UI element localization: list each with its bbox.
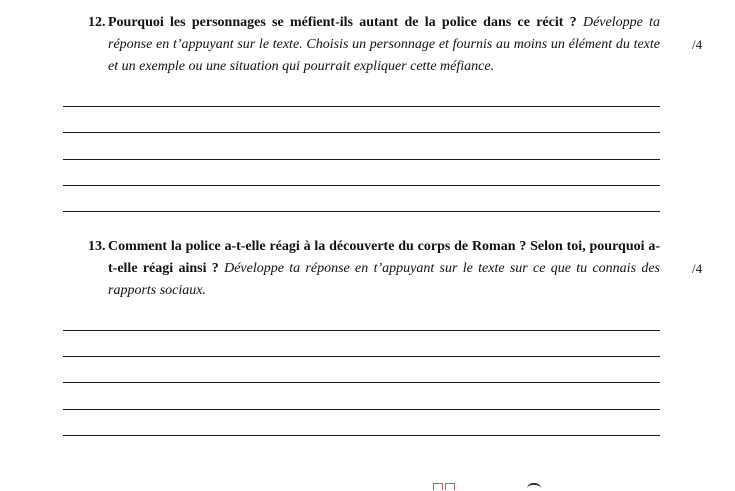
answer-line-12-3[interactable] <box>63 159 660 160</box>
answer-line-12-2[interactable] <box>63 132 660 133</box>
answer-line-13-2[interactable] <box>63 356 660 357</box>
question-prompt: Pourquoi les personnages se méfient-ils autant de la police dans ce récit ? <box>108 15 583 30</box>
answer-line-12-4[interactable] <box>63 185 660 186</box>
answer-line-13-3[interactable] <box>63 382 660 383</box>
footer-logo-fragment-dark <box>527 483 541 491</box>
answer-line-12-5[interactable] <box>63 211 660 212</box>
question-number: 13. <box>88 239 106 254</box>
question-text <box>108 236 660 302</box>
answer-line-12-1[interactable] <box>63 106 660 107</box>
answer-line-13-4[interactable] <box>63 409 660 410</box>
question-instructions: Développe ta réponse en t’appuyant sur le texte. Choisis un personnage et fournis au moins un élément du texte et un exemple ou une situation qui pourrait expliquer cette méfiance. <box>108 15 660 74</box>
question-13 <box>88 236 688 302</box>
footer-logo-fragment-left <box>433 483 443 490</box>
score-12: /4 <box>692 37 703 52</box>
question-prompt: Comment la police a-t-elle réagi à la découverte du corps de Roman ? Selon toi, pourquoi a-t-elle réagi ainsi ? <box>108 239 660 276</box>
question-instructions: Développe ta réponse en t’appuyant sur le texte sur ce que tu connais des rapports sociaux. <box>108 261 660 298</box>
question-text <box>108 12 660 78</box>
question-12 <box>88 12 688 78</box>
answer-line-13-1[interactable] <box>63 330 660 331</box>
score-13: /4 <box>692 261 703 276</box>
footer-logo-fragment-right <box>445 483 455 490</box>
answer-line-13-5[interactable] <box>63 435 660 436</box>
question-number: 12. <box>88 15 106 30</box>
